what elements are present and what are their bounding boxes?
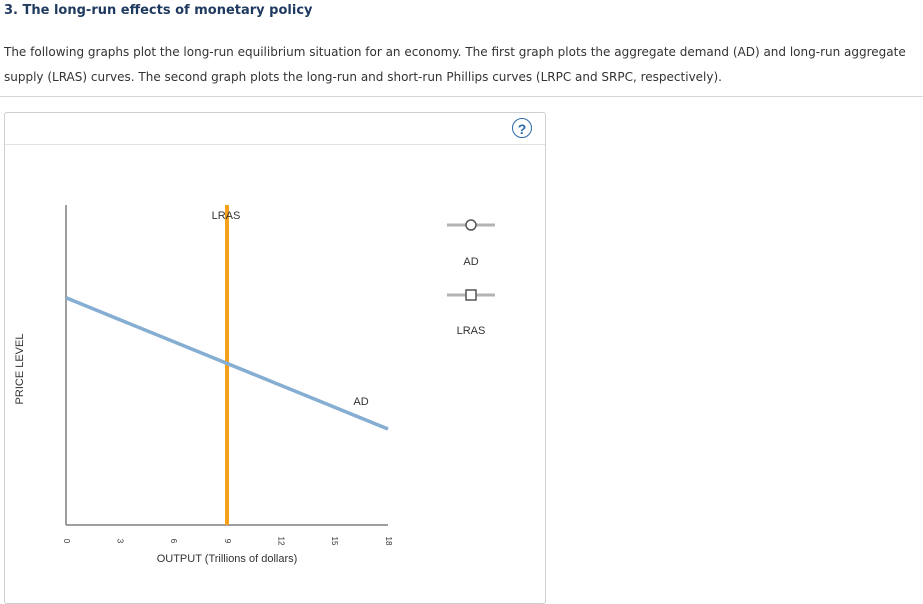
legend-lras-square-icon — [466, 290, 476, 300]
ad-lras-chart — [5, 113, 545, 603]
section-heading: 3. The long-run effects of monetary policy — [4, 3, 313, 18]
x-tick-labels — [62, 537, 393, 546]
x-tick-label: 12 — [276, 536, 286, 546]
legend-ad-circle-icon — [466, 220, 476, 230]
divider — [0, 96, 923, 97]
ad-curve-label: AD — [353, 396, 369, 408]
lras-curve-label: LRAS — [211, 210, 241, 222]
x-tick-label: 3 — [115, 538, 125, 544]
x-tick-label: 15 — [330, 536, 340, 546]
x-tick-label: 6 — [169, 538, 179, 544]
x-tick-label: 9 — [222, 538, 232, 544]
legend-lras[interactable] — [447, 290, 495, 337]
legend-ad[interactable] — [447, 220, 495, 268]
graph-panel — [4, 112, 546, 604]
intro-text: The following graphs plot the long-run equilibrium situation for an economy. The first graph plots the aggregate demand (AD) and long-run aggregate supply (LRAS) curves. The second graph plots the long-run and short-run Phillips curves (LRPC and SRPC, respectively). — [4, 45, 906, 84]
x-tick-label: 18 — [383, 536, 393, 546]
help-icon[interactable]: ? — [512, 118, 532, 138]
legend-lras-label: LRAS — [456, 325, 486, 337]
y-axis-title: PRICE LEVEL — [14, 333, 26, 405]
x-tick-label: 0 — [61, 538, 71, 544]
legend-ad-label: AD — [463, 256, 479, 268]
x-axis-title: OUTPUT (Trillions of dollars) — [156, 553, 298, 565]
